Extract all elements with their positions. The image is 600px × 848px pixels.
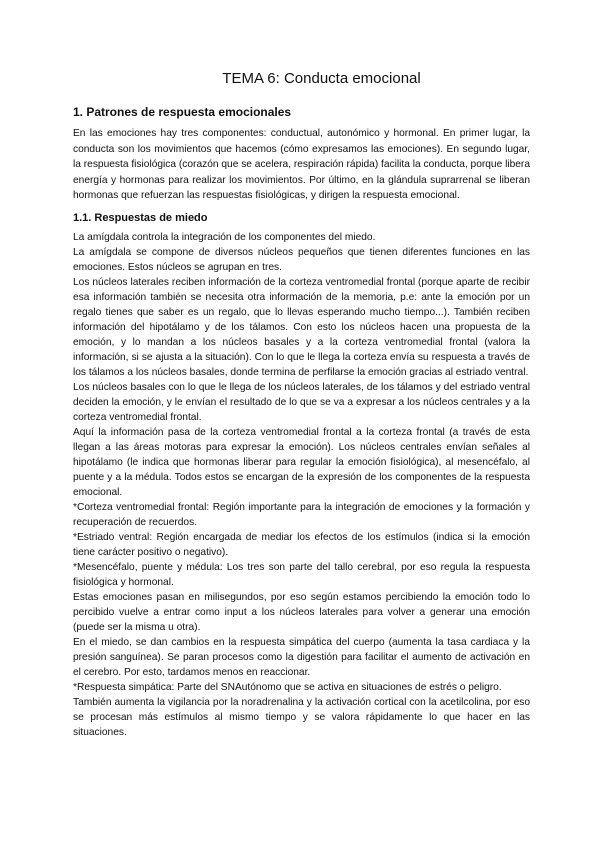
paragraph: También aumenta la vigilancia por la noradrenalina y la activación cortical con la acetilcolina, por eso se procesan más estímulos al mismo tiempo y se valora rápidamente lo que hacer en las situaciones. [73,696,530,738]
section-1 [73,105,530,204]
paragraph: Los núcleos basales con lo que le llega de los núcleos laterales, de los tálamos y del estriado ventral deciden la emoción, y le envían el resultado de lo que se va a expresar a los núcleos centrales y a la corteza ventromedial frontal. [73,381,530,423]
paragraph: Los núcleos laterales reciben información de la corteza ventromedial frontal (porque aparte de recibir esa información también se necesita otra información de la memoria, p.e: ante la emoción por un regalo tienes que saber es un regalo, que lo llevas esperando mucho tiempo...). También reciben información del hipotálamo y de los tálamos. Con esto los núcleos hacen una propuesta de la emoción, y lo mandan a los núcleos basales y a la corteza ventromedial frontal (valora la información, si se ajusta a la situación). Con lo que le llega la corteza envía su respuesta a través de los tálamos a los núcleos basales, donde termina de perfilarse la emoción gracias al estriado ventral. [73,276,530,378]
section-1-1 [73,212,530,740]
definition-note: *Estriado ventral: Región encargada de mediar los efectos de los estímulos (indica si la emoción tiene carácter positivo o negativo). [73,531,530,558]
page-title: TEMA 6: Conducta emocional [222,70,421,87]
section-1-heading: 1. Patrones de respuesta emocionales [73,105,292,119]
paragraph: La amígdala se compone de diversos núcleos pequeños que tienen diferentes funciones en las emociones. Estos núcleos se agrupan en tres. [73,246,530,273]
definition-note: *Corteza ventromedial frontal: Región importante para la integración de emociones y la formación y recuperación de recuerdos. [73,501,530,528]
paragraph: En el miedo, se dan cambios en la respuesta simpática del cuerpo (aumenta la tasa cardiaca y la presión sanguínea). Se paran procesos como la digestión para facilitar el aumento de activación en el cerebro. Por esto, tardamos menos en reaccionar. [73,636,530,678]
definition-note: *Mesencéfalo, puente y médula: Los tres son parte del tallo cerebral, por eso regula la respuesta fisiológica y hormonal. [73,561,530,588]
paragraph: La amígdala controla la integración de los componentes del miedo. [73,231,376,243]
paragraph: Aquí la información pasa de la corteza ventromedial frontal a la corteza frontal (a través de esta llegan a las áreas motoras para expresar la emoción). Los núcleos centrales envían señales al hipotálamo (le indica que hormonas liberar para regular la emoción fisiológica), al mesencéfalo, al puente y a la médula. Todos estos se encargan de la expresión de los componentes de la respuesta emocional. [73,426,530,498]
paragraph: Estas emociones pasan en milisegundos, por eso según estamos percibiendo la emoción todo lo percibido vuelve a entrar como input a los núcleos laterales para volver a generar una emoción (puede ser la misma u otra). [73,591,530,633]
section-1-1-heading: 1.1. Respuestas de miedo [73,211,208,224]
definition-note: *Respuesta simpática: Parte del SNAutónomo que se activa en situaciones de estrés o peligro. [73,681,502,693]
section-1-paragraph: En las emociones hay tres componentes: conductual, autonómico y hormonal. En primer lugar, la conducta son los movimientos que hacemos (cómo expresamos las emociones). En segundo lugar, la respuesta fisiológica (corazón que se acelera, respiración rápida) facilita la conducta, porque libera energía y hormonas para realizar los movimientos. Por último, en la glándula suprarrenal se liberan hormonas que refuerzan las respuestas fisiológicas, y dirigen la respuesta emocional. [73,128,530,201]
